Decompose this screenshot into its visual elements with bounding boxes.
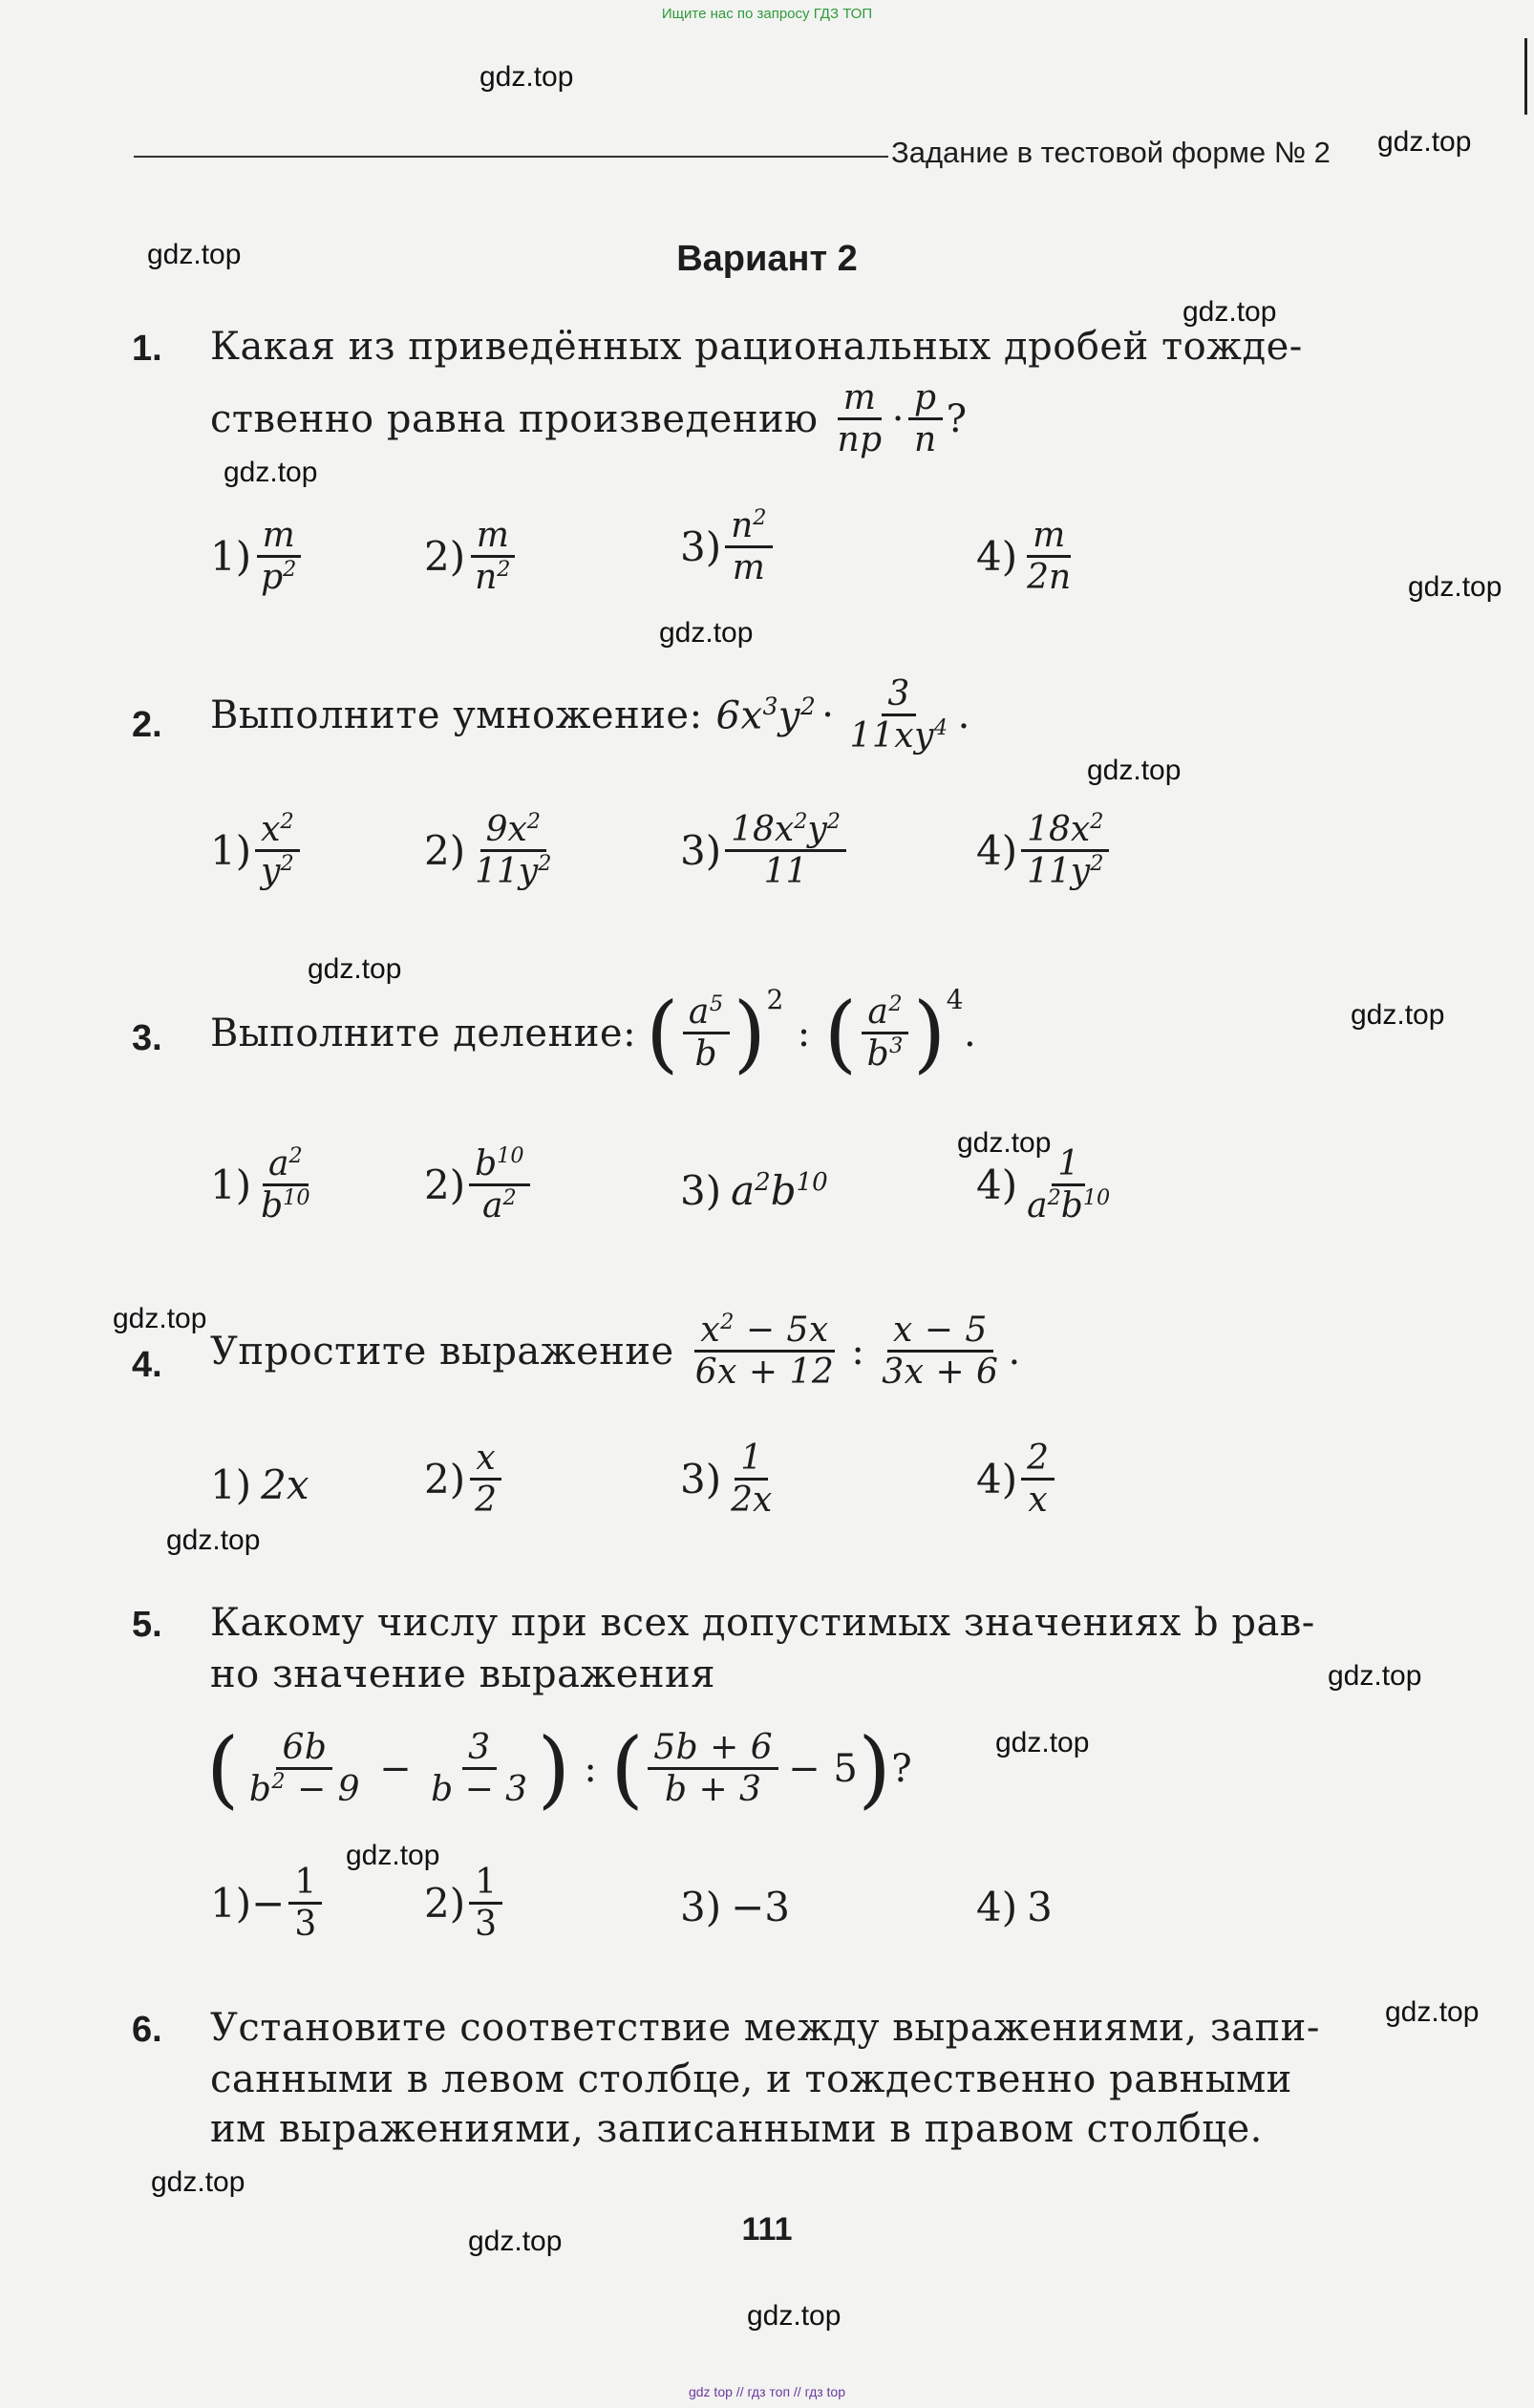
fraction — [725, 506, 772, 588]
fraction — [862, 992, 909, 1075]
watermark: gdz.top — [747, 2300, 842, 2332]
q6-line1: Установите соответствие между выражениями, запи- — [210, 2006, 1320, 2050]
numerator: 1 — [469, 1863, 502, 1905]
fraction — [843, 674, 953, 756]
question-number: 2. — [132, 705, 162, 745]
numerator: m — [471, 516, 515, 558]
denominator: $b^3$ — [866, 1034, 904, 1074]
q1-line1: Какая из приведённых рациональных дробей тожде- — [210, 325, 1303, 369]
option-label: 4) — [976, 1884, 1018, 1930]
watermark: gdz.top — [1328, 1660, 1422, 1692]
option-value: 3 — [1027, 1884, 1053, 1930]
watermark: gdz.top — [1087, 755, 1182, 786]
fraction — [288, 1863, 322, 1945]
fraction — [725, 810, 846, 892]
variant-title: Вариант 2 — [676, 239, 858, 279]
numerator: m — [1027, 516, 1071, 558]
answer-option[interactable] — [210, 1461, 309, 1508]
numerator: 3 — [462, 1728, 496, 1770]
watermark: gdz.top — [1182, 296, 1277, 328]
question-number: 3. — [132, 1018, 162, 1058]
answer-option[interactable] — [976, 516, 1080, 598]
fraction — [1021, 1438, 1055, 1521]
answer-option[interactable] — [680, 1167, 828, 1214]
numerator: $x^2 - 5x$ — [694, 1311, 834, 1353]
numerator: m — [257, 516, 301, 558]
watermark: gdz.top — [468, 2226, 563, 2257]
denominator: b − 3 — [431, 1770, 528, 1809]
denominator: $b^2 - 9$ — [248, 1769, 361, 1809]
answer-option[interactable] — [680, 1438, 781, 1521]
question-number: 1. — [132, 329, 162, 369]
expression: $a^2b^{10}$ — [731, 1167, 828, 1214]
fraction — [255, 1144, 315, 1226]
option-label: 4) — [976, 1161, 1018, 1209]
answer-option[interactable] — [424, 1863, 506, 1945]
numerator: $a^5$ — [683, 992, 730, 1034]
denominator: $n^2$ — [475, 557, 511, 598]
exponent: 4 — [946, 984, 965, 1015]
watermark: gdz.top — [346, 1840, 440, 1871]
right-paren: ) — [912, 984, 947, 1082]
question-mark: ? — [946, 396, 968, 441]
denominator: np — [837, 420, 883, 460]
q6-line2: санными в левом столбце, и тождественно равными — [210, 2057, 1292, 2101]
answer-option[interactable] — [424, 1144, 534, 1226]
left-paren: ( — [206, 1719, 240, 1818]
period: . — [964, 1011, 977, 1055]
denominator: 3 — [294, 1905, 317, 1945]
mul-sign: · — [891, 396, 905, 441]
page-edge — [1524, 38, 1527, 115]
mul-sign: · — [821, 693, 835, 737]
answer-option[interactable] — [210, 810, 304, 892]
watermark: gdz.top — [308, 953, 402, 985]
answer-option[interactable] — [680, 1884, 790, 1930]
q2-expression — [210, 674, 970, 756]
option-label: 3) — [680, 1884, 722, 1930]
fraction — [469, 1144, 529, 1226]
fraction — [244, 1728, 366, 1810]
question-number: 4. — [132, 1345, 162, 1385]
numerator: 6b — [276, 1728, 332, 1770]
numerator: 1 — [1052, 1144, 1085, 1186]
period: . — [957, 693, 970, 737]
numerator: $9x^2$ — [480, 810, 546, 852]
page-number: 111 — [741, 2211, 793, 2248]
option-label: 3) — [680, 827, 722, 875]
q4-text: Упростите выражение — [210, 1329, 674, 1374]
div-sign: : — [584, 1746, 598, 1791]
denominator: 3 — [475, 1905, 498, 1945]
fraction — [1021, 810, 1109, 892]
denominator: $11y^2$ — [1027, 851, 1104, 892]
answer-option[interactable] — [210, 516, 306, 598]
watermark: gdz.top — [1351, 999, 1445, 1031]
option-label: 1) — [210, 533, 252, 581]
option-label: 1) — [210, 1161, 252, 1209]
header-rule — [134, 156, 888, 158]
denominator: 6x + 12 — [694, 1353, 835, 1393]
numerator: 5b + 6 — [648, 1728, 778, 1770]
answer-option[interactable] — [424, 810, 561, 892]
option-label: 4) — [976, 533, 1018, 581]
denominator: $11y^2$ — [475, 851, 552, 892]
left-paren: ( — [646, 984, 679, 1082]
option-label: 1) — [210, 827, 252, 875]
q1-line2 — [210, 378, 968, 460]
denominator: $a^2b^{10}$ — [1027, 1185, 1111, 1226]
answer-option[interactable] — [424, 516, 521, 598]
option-value: −3 — [731, 1884, 791, 1930]
period: . — [1008, 1329, 1021, 1374]
watermark: gdz.top — [166, 1524, 261, 1556]
left-paren: ( — [823, 984, 858, 1082]
option-label: 2) — [424, 1456, 466, 1503]
option-label: 3) — [680, 1456, 722, 1503]
fraction — [255, 516, 302, 598]
option-label: 3) — [680, 1167, 722, 1214]
q1-line2-text: ственно равна произведению — [210, 396, 819, 441]
option-label: 2) — [424, 827, 466, 875]
fraction — [690, 1311, 841, 1393]
denominator: $a^2$ — [482, 1185, 517, 1226]
denominator: $b^{10}$ — [261, 1185, 310, 1226]
watermark: gdz.top — [995, 1727, 1090, 1758]
watermark: gdz.top — [113, 1303, 207, 1334]
exponent: 2 — [766, 984, 784, 1015]
fraction — [832, 378, 888, 460]
denominator: 2 — [475, 1481, 498, 1521]
q3-text: Выполните деление: — [210, 1011, 637, 1055]
denominator: x — [1028, 1481, 1048, 1521]
denominator: b — [694, 1034, 718, 1074]
denominator: $p^2$ — [261, 557, 297, 598]
watermark: gdz.top — [479, 61, 574, 93]
fraction — [725, 1438, 778, 1521]
fraction — [469, 1438, 502, 1521]
watermark: gdz.top — [957, 1127, 1052, 1159]
denominator: $11xy^4$ — [849, 715, 948, 756]
fraction — [683, 992, 730, 1075]
watermark: gdz.top — [147, 239, 242, 270]
right-paren: ) — [537, 1719, 571, 1818]
numerator: $n^2$ — [725, 506, 772, 548]
option-value: 2x — [261, 1461, 309, 1508]
answer-option[interactable] — [976, 1144, 1119, 1226]
watermark: gdz.top — [224, 457, 318, 488]
denominator: 11 — [763, 852, 808, 892]
fraction — [648, 1728, 778, 1810]
answer-option[interactable] — [976, 1884, 1053, 1930]
denominator: 2n — [1027, 558, 1072, 598]
answer-option[interactable] — [976, 810, 1113, 892]
fraction — [1021, 1144, 1116, 1226]
fraction — [255, 810, 300, 892]
answer-option[interactable] — [680, 810, 850, 892]
section-header: Задание в тестовой форме № 2 — [891, 136, 1331, 169]
numerator: $18x^2y^2$ — [725, 810, 846, 852]
question-number: 5. — [132, 1605, 162, 1645]
denominator: 3x + 6 — [882, 1353, 999, 1393]
answer-option[interactable] — [210, 1144, 320, 1226]
numerator: $x^2$ — [255, 810, 300, 852]
monomial: $6x^3y^2$ — [715, 693, 817, 738]
numerator: m — [838, 378, 883, 420]
watermark: gdz.top — [151, 2166, 245, 2198]
fraction — [908, 378, 943, 460]
fraction — [469, 1863, 502, 1945]
minus-sign: − — [379, 1746, 413, 1791]
answer-option[interactable] — [424, 1438, 506, 1521]
q2-text: Выполните умножение: — [210, 693, 703, 737]
watermark: gdz.top — [1408, 571, 1502, 603]
answer-option[interactable] — [210, 1863, 326, 1945]
option-label: 2) — [424, 1880, 466, 1928]
denominator: $y^2$ — [261, 851, 294, 892]
q6-line3: им выражениями, записанными в правом столбце. — [210, 2107, 1263, 2151]
numerator: x — [470, 1438, 501, 1481]
numerator: 3 — [882, 674, 915, 716]
question-number: 6. — [132, 2010, 162, 2050]
watermark: gdz.top — [1377, 126, 1472, 158]
numerator: 2 — [1021, 1438, 1055, 1481]
numerator: $b^{10}$ — [469, 1144, 529, 1186]
option-label: 3) — [680, 523, 722, 571]
fraction — [425, 1728, 534, 1810]
right-paren: ) — [858, 1719, 892, 1818]
q5-line1: Какому числу при всех допустимых значениях b рав- — [210, 1601, 1315, 1645]
fraction — [876, 1311, 1004, 1393]
numerator: 1 — [288, 1863, 322, 1905]
option-label: 1) — [210, 1461, 252, 1508]
numerator: $a^2$ — [263, 1144, 309, 1186]
numerator: x − 5 — [887, 1311, 993, 1353]
watermark: gdz.top — [1385, 1996, 1480, 2028]
answer-option[interactable] — [680, 506, 777, 588]
denominator: n — [913, 420, 937, 460]
q4-expression — [210, 1311, 1021, 1393]
top-banner: Ищите нас по запросу ГДЗ ТОП — [661, 6, 873, 22]
q3-expression — [210, 984, 976, 1082]
bottom-banner: gdz top // гдз топ // гдз top — [688, 2384, 846, 2399]
numerator: p — [908, 378, 943, 420]
q5-line2: но значение выражения — [210, 1652, 715, 1696]
answer-option[interactable] — [976, 1438, 1058, 1521]
minus-five: − 5 — [788, 1746, 859, 1791]
fraction — [1021, 516, 1076, 598]
numerator: 1 — [735, 1438, 768, 1481]
right-paren: ) — [733, 984, 767, 1082]
option-label: 2) — [424, 1161, 466, 1209]
minus-sign: − — [251, 1880, 286, 1928]
option-label: 2) — [424, 533, 466, 581]
denominator: m — [732, 548, 765, 588]
watermark: gdz.top — [659, 617, 754, 649]
fraction — [469, 516, 516, 598]
numerator: $a^2$ — [862, 992, 908, 1034]
option-label: 4) — [976, 827, 1018, 875]
question-mark: ? — [891, 1746, 913, 1791]
left-paren: ( — [610, 1719, 645, 1818]
div-sign: : — [851, 1329, 865, 1374]
option-label: 4) — [976, 1456, 1018, 1503]
fraction — [469, 810, 557, 892]
denominator: b + 3 — [664, 1770, 762, 1809]
div-sign: : — [797, 1011, 811, 1055]
q5-expression — [206, 1719, 912, 1818]
option-label: 1) — [210, 1880, 252, 1928]
denominator: 2x — [731, 1481, 773, 1521]
numerator: $18x^2$ — [1021, 810, 1109, 852]
